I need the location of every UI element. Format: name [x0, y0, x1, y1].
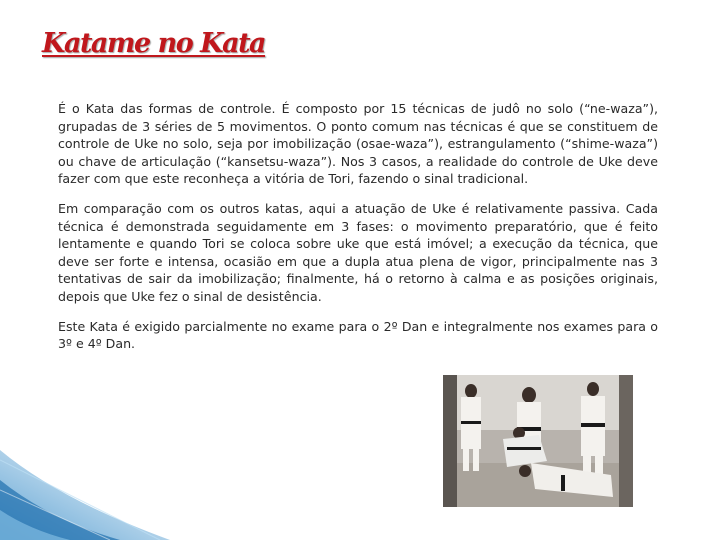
slide-title: Katame no Kata [42, 28, 266, 59]
body-text [58, 100, 658, 365]
judo-photo [443, 375, 633, 507]
paragraph-uke-role: Em comparação com os outros katas, aqui a atuação de Uke é relativamente passiva. Cada técnica é demonstrada seguidamente em 3 fases: o movimento preparatório, que é feito lentamente e quando Tori se coloca sobre uke que está imóvel; a execução da técnica, que deve ser forte e intensa, ocasião em que a dupla atua plena de vigor, principalmente nas 3 tentativas de sair da imobilização; finalmente, há o retorno à calma e as posições originais, depois que Uke fez o sinal de desistência. [58, 200, 658, 304]
paragraph-katame-description: É o Kata das formas de controle. É composto por 15 técnicas de judô no solo (“ne-waza”), grupadas de 3 séries de 5 movimentos. O ponto comum nas técnicas é que se constituem de controle de Uke no solo, seja por imobilização (osae-waza”), estrangulamento (“shime-waza”) ou chave de articulação (“kansetsu-waza”). Nos 3 casos, a realidade do controle de Uke deve fazer com que este reconheça a vitória de Tori, fazendo o sinal tradicional. [58, 101, 658, 187]
paragraph-exam-requirement: Este Kata é exigido parcialmente no exame para o 2º Dan e integralmente nos exames para o 3º e 4º Dan. [58, 318, 658, 352]
corner-decoration [0, 450, 170, 540]
